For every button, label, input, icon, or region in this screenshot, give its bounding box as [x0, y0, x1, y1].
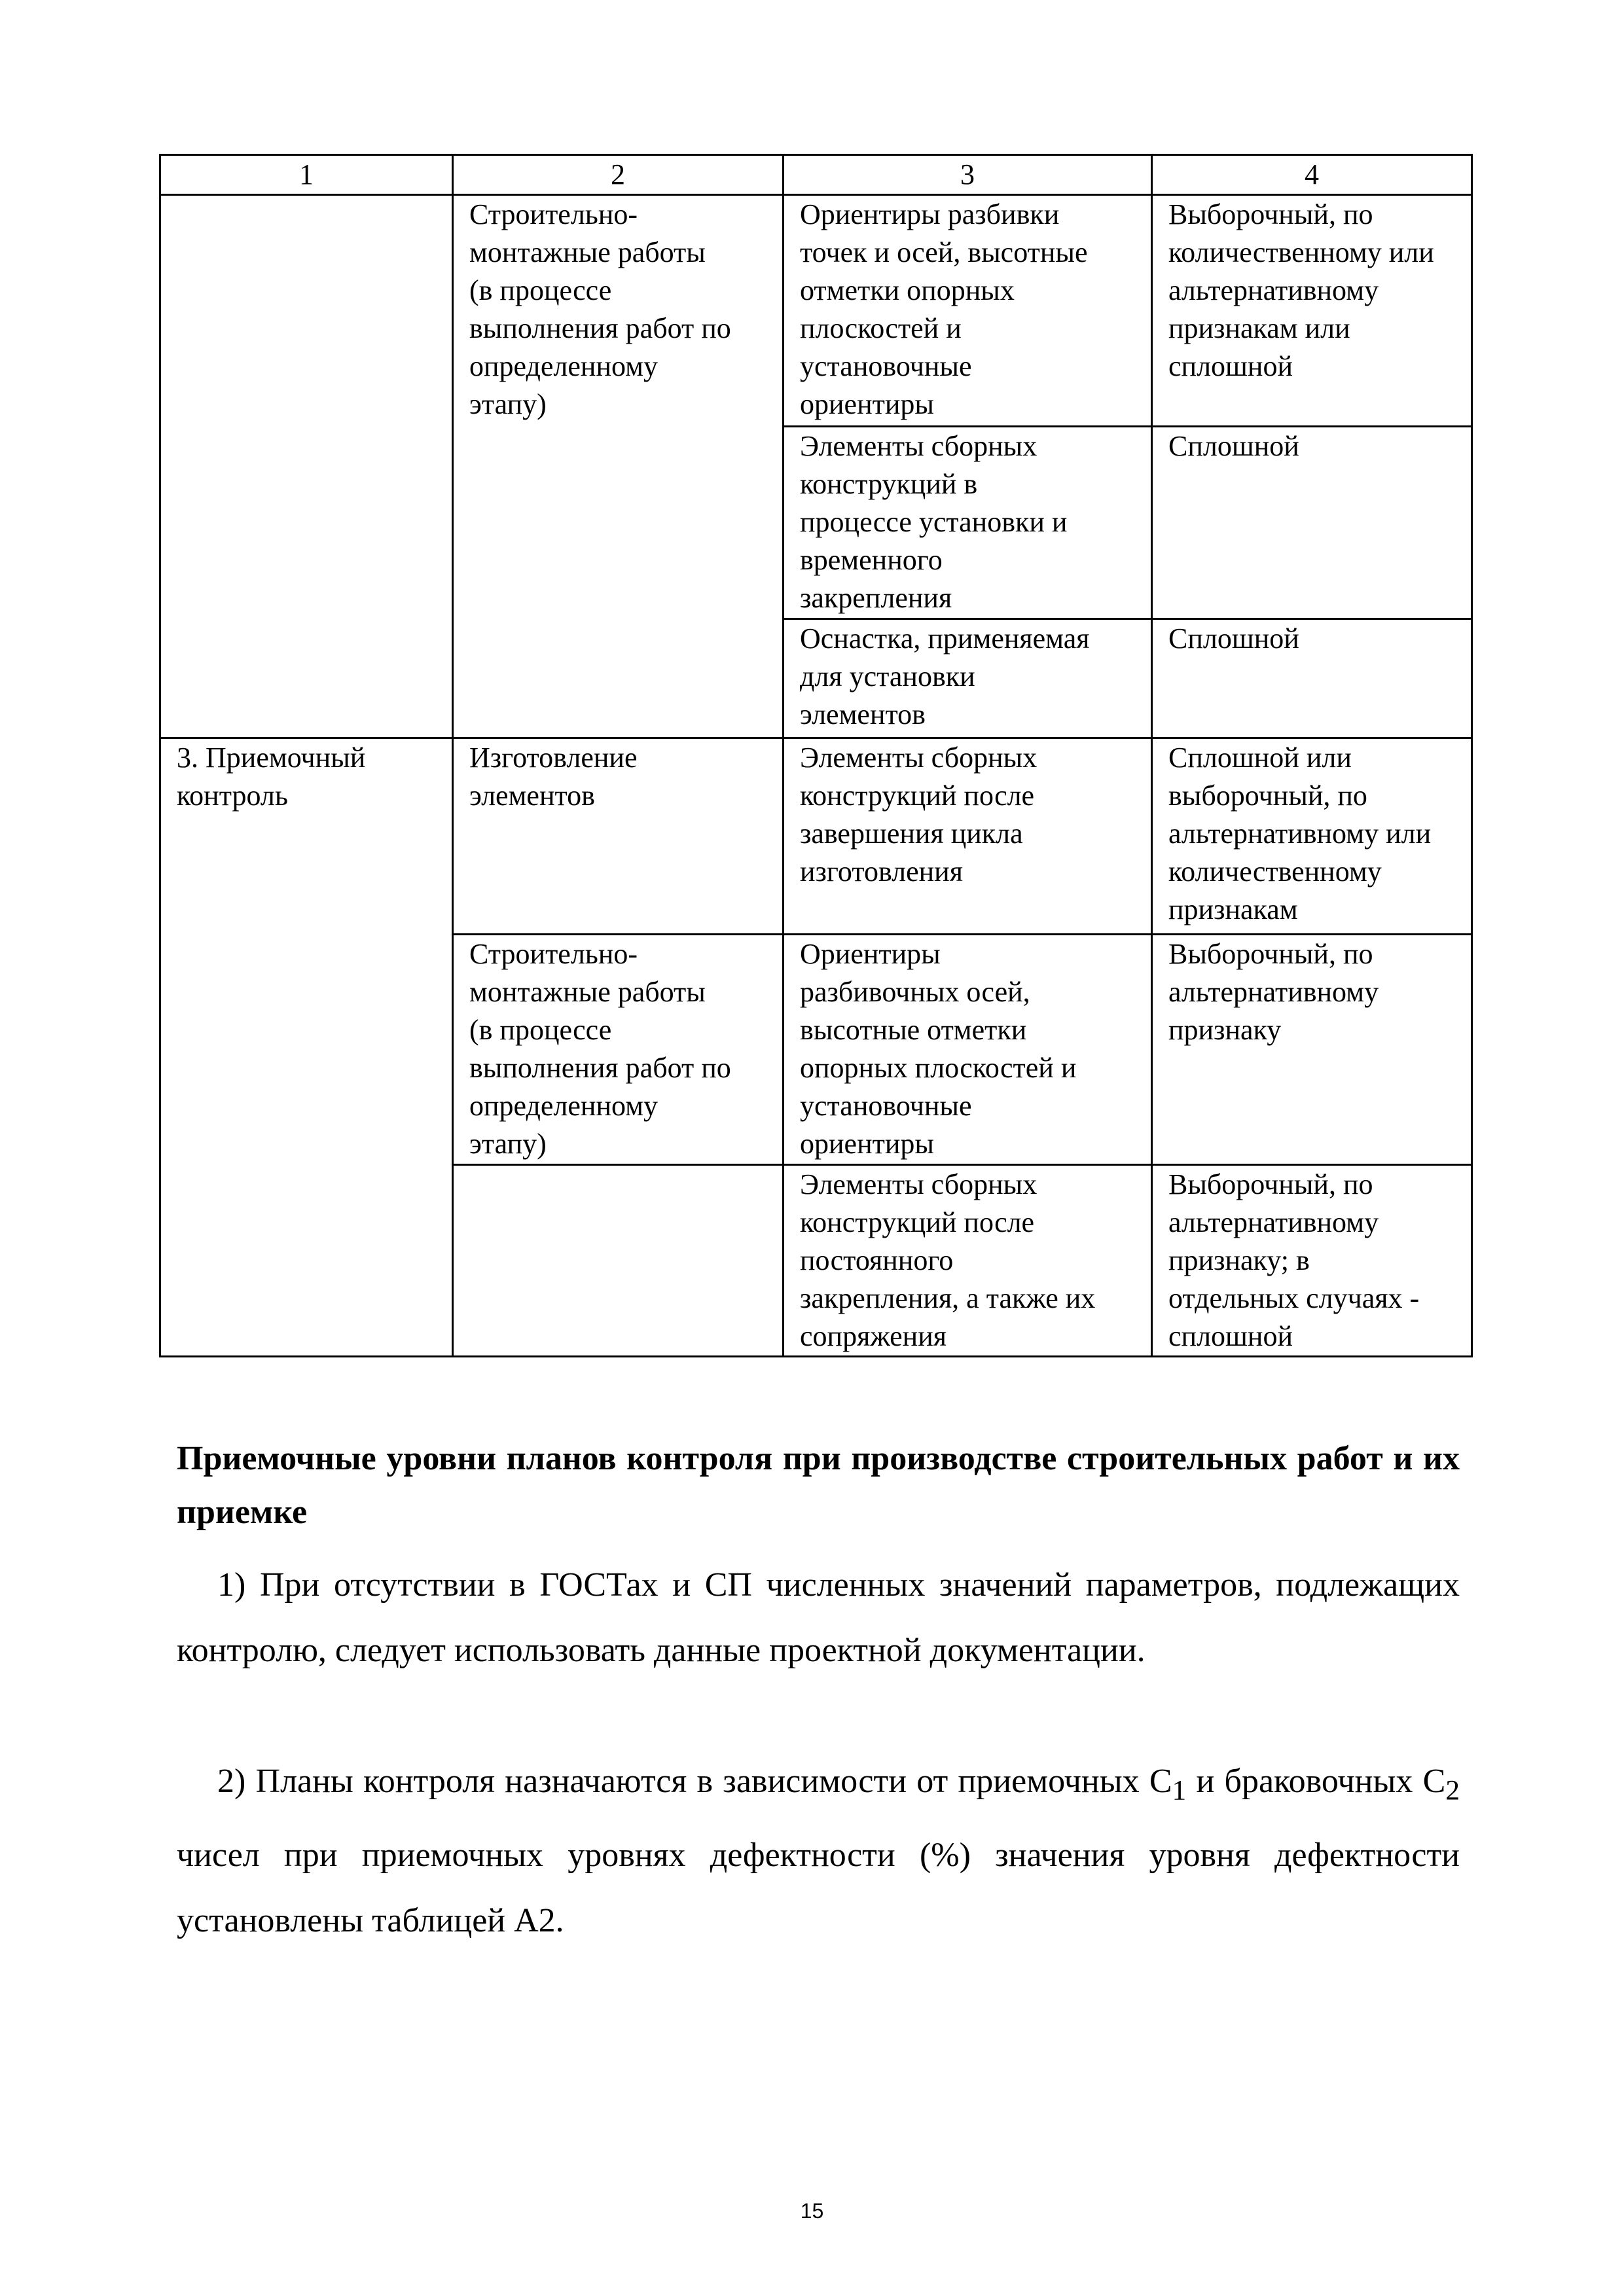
- table-cell: Выборочный, по альтернативному признаку; в отдельных случаях - сплошной: [1152, 1165, 1472, 1357]
- paragraph-1: 1) При отсутствии в ГОСТах и СП численных значений параметров, подлежащих контролю, следует использовать данные проектной документации.: [177, 1566, 1460, 1669]
- table-cell: Сплошной: [1152, 427, 1472, 619]
- table-cell: Ориентиры разбивки точек и осей, высотные отметки опорных плоскостей и установочные ориентиры: [784, 195, 1152, 427]
- table-header-row: [160, 155, 1472, 195]
- table-cell: [160, 195, 453, 738]
- header-cell: 1: [160, 155, 453, 195]
- table-cell: Сплошной или выборочный, по альтернативному или количественному признакам: [1152, 738, 1472, 935]
- paragraph-2: [177, 1749, 1460, 1954]
- subscript: 2: [1445, 1774, 1460, 1806]
- table-cell: Выборочный, по количественному или альтернативному признакам или сплошной: [1152, 195, 1472, 427]
- table-cell: Строительно- монтажные работы (в процессе выполнения работ по определенному этапу): [453, 195, 784, 738]
- table-cell: Выборочный, по альтернативному признаку: [1152, 935, 1472, 1165]
- subscript: 1: [1172, 1774, 1187, 1806]
- table-cell: Оснастка, применяемая для установки элементов: [784, 619, 1152, 738]
- table-cell: Элементы сборных конструкций после постоянного закрепления, а также их сопряжения: [784, 1165, 1152, 1357]
- header-cell: 2: [453, 155, 784, 195]
- header-cell: 4: [1152, 155, 1472, 195]
- table-row: [160, 195, 1472, 427]
- page-number: 15: [800, 2199, 824, 2223]
- table-cell: Строительно- монтажные работы (в процессе выполнения работ по определенному этапу): [453, 935, 784, 1165]
- table-cell: Изготовление элементов: [453, 738, 784, 935]
- table-cell: Ориентиры разбивочных осей, высотные отметки опорных плоскостей и установочные ориентиры: [784, 935, 1152, 1165]
- section-heading: Приемочные уровни планов контроля при производстве строительных работ и их приемке: [177, 1440, 1460, 1531]
- paragraph-2-text: 2) Планы контроля назначаются в зависимости от приемочных C: [217, 1763, 1172, 1800]
- table-cell: 3. Приемочный контроль: [160, 738, 453, 1357]
- table-cell: Сплошной: [1152, 619, 1472, 738]
- table-cell: [453, 1165, 784, 1357]
- paragraph-2-text: и браковочных C: [1186, 1763, 1446, 1800]
- table-cell: Элементы сборных конструкций после завершения цикла изготовления: [784, 738, 1152, 935]
- paragraph-2-text: чисел при приемочных уровнях дефектности (%) значения уровня дефектности установлены таблицей А2.: [177, 1837, 1460, 1940]
- table-cell: Элементы сборных конструкций в процессе установки и временного закрепления: [784, 427, 1152, 619]
- table-row: [160, 738, 1472, 935]
- control-table: [159, 154, 1473, 1357]
- header-cell: 3: [784, 155, 1152, 195]
